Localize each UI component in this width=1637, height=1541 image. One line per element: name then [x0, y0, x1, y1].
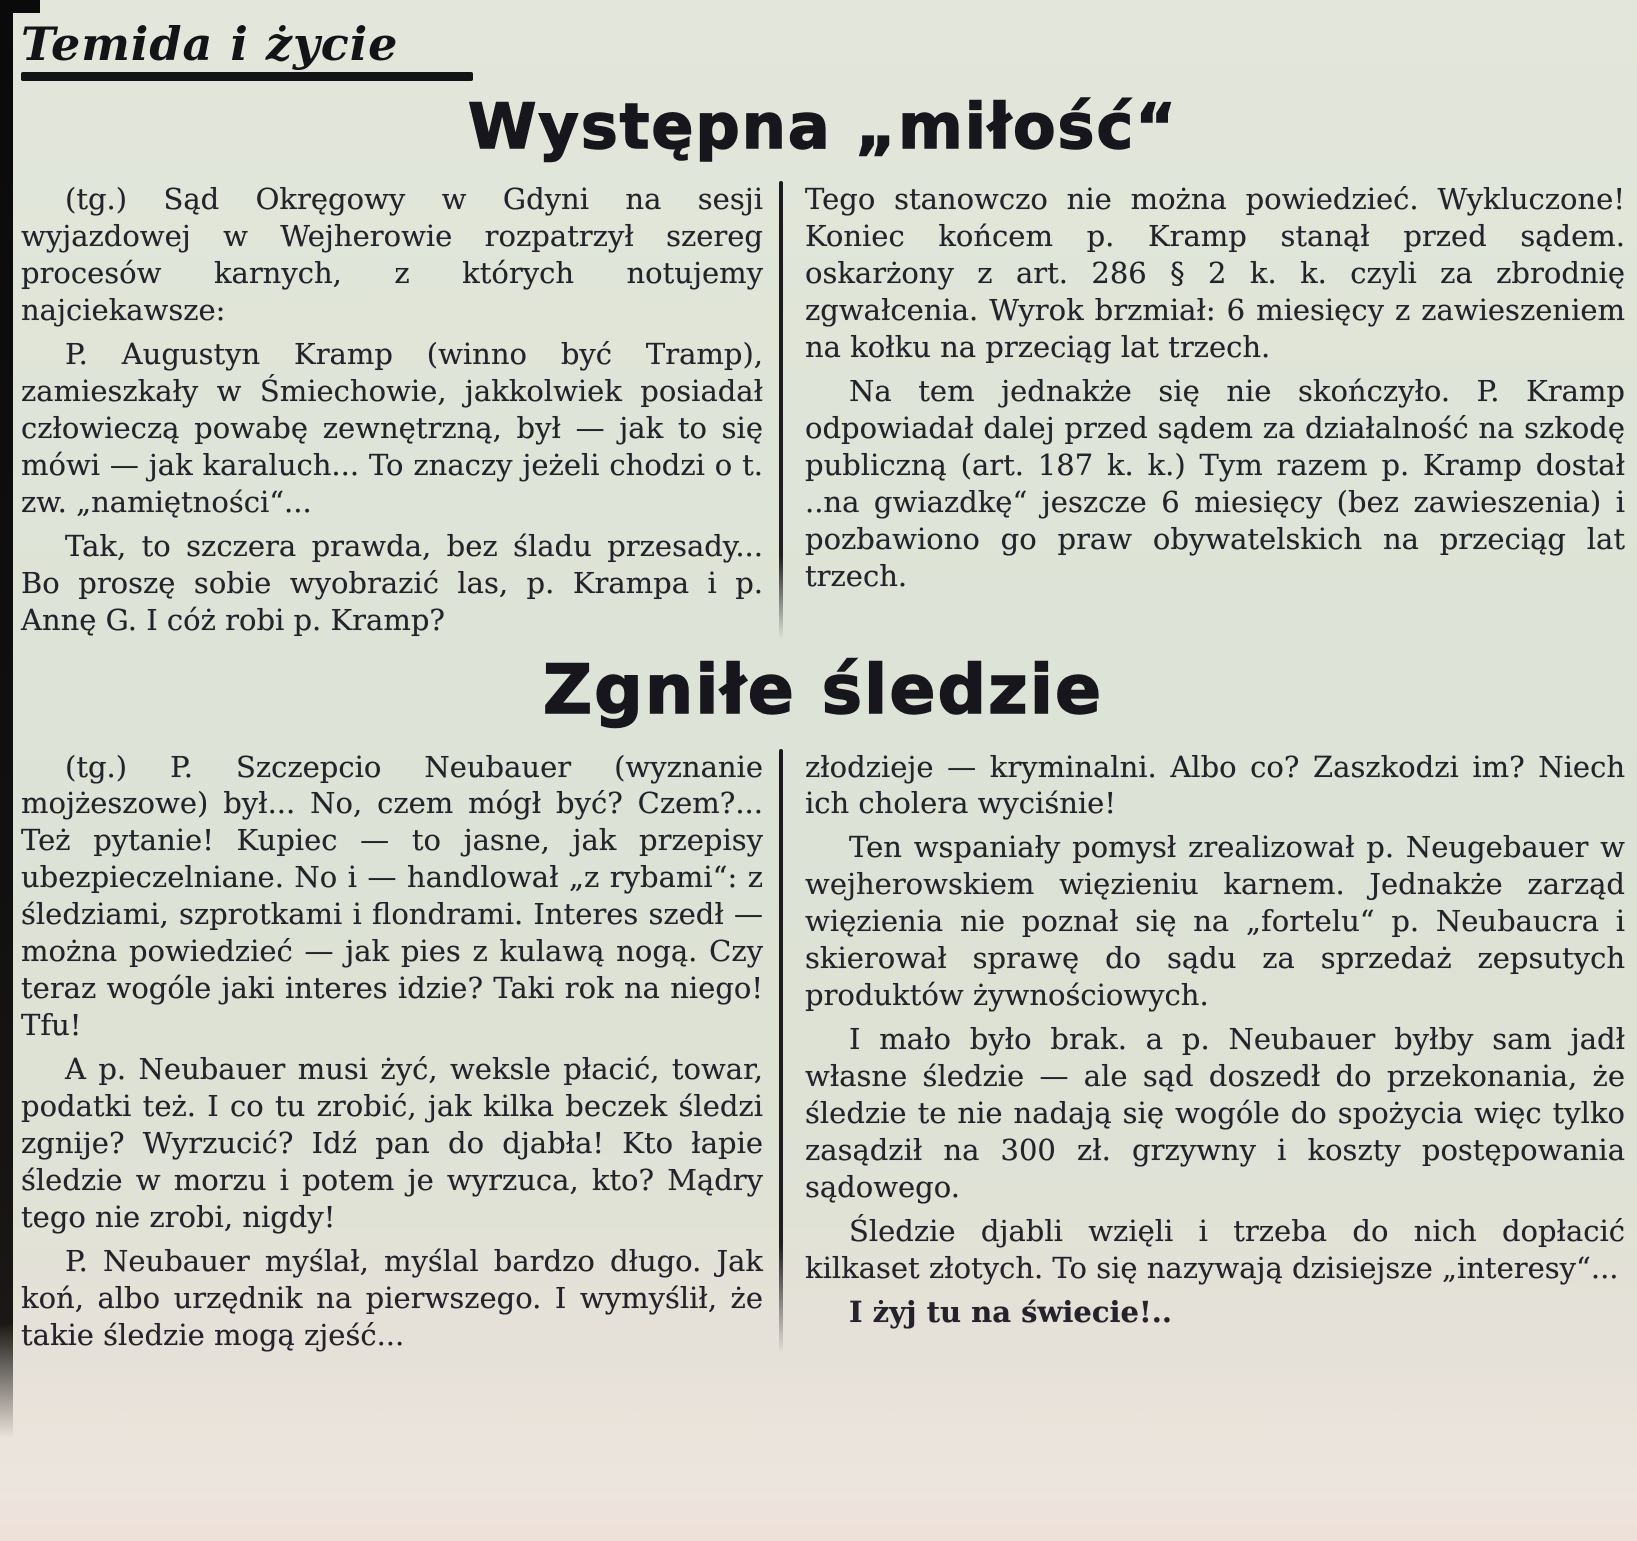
paragraph: I mało było brak. a p. Neubauer byłby sam jadł własne śledzie — ale sąd doszedł do przekonania, że śledzie te nie nadają się wogóle do spożycia więc tylko zasądził na 300 zł. grzywny i koszty postępowania sądowego.	[805, 1022, 1625, 1205]
paragraph: P. Augustyn Kramp (winno być Tramp), zamieszkały w Śmiechowie, jakkolwiek posiadał człowieczą powabę zewnętrzną, był — jak to się mówi — jak karaluch... To znaczy jeżeli chodzi o t. zw. „namiętności“...	[21, 337, 763, 520]
paragraph: P. Neubauer myślał, myślal bardzo długo. Jak koń, albo urzędnik na pierwszego. I wymyślił, że takie śledzie mogą zjeść...	[21, 1244, 763, 1353]
paragraph: Śledzie djabli wzięli i trzeba do nich dopłacić kilkaset złotych. To się nazywają dzisiejsze „interesy“...	[805, 1214, 1625, 1286]
page-content	[13, 0, 1631, 1541]
section-kicker	[21, 17, 491, 81]
article1-headline: Występna „miłość“	[468, 90, 1178, 164]
paragraph: (tg.) Sąd Okręgowy w Gdyni na sesji wyjazdowej w Wejherowie rozpatrzył szereg procesów karnych, z których notujemy najciekawsze:	[21, 182, 763, 328]
paragraph: Ten wspaniały pomysł zrealizował p. Neugebauer w wejherowskiem więzieniu karnem. Jednakże zarząd więzienia nie poznał się na „fortelu“ p. Neubaucra i skierował sprawę do sądu za sprzedaż zepsutych produktów żywnościowych.	[805, 830, 1625, 1013]
paragraph: A p. Neubauer musi żyć, weksle płacić, towar, podatki też. I co tu zrobić, jak kilka beczek śledzi zgnije? Wyrzucić? Idź pan do djabła! Kto łapie śledzie w morzu i potem je wyrzuca, kto? Mądry tego nie zrobi, nigdy!	[21, 1052, 763, 1235]
scan-edge-left	[0, 0, 13, 1438]
article2-column-right	[783, 749, 1625, 1355]
paragraph: złodzieje — kryminalni. Albo co? Zaszkodzi im? Niech ich cholera wyciśnie!	[805, 749, 1625, 821]
paragraph: Tego stanowczo nie można powiedzieć. Wykluczone! Koniec końcem p. Kramp stanął przed sądem. oskarżony z art. 286 § 2 k. k. czyli za zbrodnię zgwałcenia. Wyrok brzmiał: 6 miesięcy z zawieszeniem na kołku na przeciąg lat trzech.	[805, 182, 1625, 365]
section-title: Temida i życie	[21, 17, 399, 71]
article1-column-right	[783, 181, 1625, 639]
paragraph: Tak, to szczera prawda, bez śladu przesady... Bo proszę sobie wyobrazić las, p. Krampa i p. Annę G. I cóż robi p. Kramp?	[21, 529, 763, 638]
article2-column-left	[21, 749, 779, 1355]
closing-line: I żyj tu na świecie!..	[849, 1295, 1172, 1330]
article2-body	[21, 749, 1625, 1355]
article1-body	[21, 181, 1625, 639]
paragraph: Na tem jednakże się nie skończyło. P. Kramp odpowiadał dalej przed sądem za działalność na szkodę publiczną (art. 187 k. k.) Tym razem p. Kramp dostał ..na gwiazdkę“ jeszcze 6 miesięcy (bez zawieszenia) i pozbawiono go praw obywatelskich na przeciąg lat trzech.	[805, 374, 1625, 594]
kicker-underline	[21, 72, 473, 81]
article1-column-left	[21, 181, 779, 639]
paragraph: (tg.) P. Szczepcio Neubauer (wyznanie mojżeszowe) był... No, czem mógł być? Czem?... Też pytanie! Kupiec — to jasne, jak przepisy ubezpieczelniane. No i — handlował „z rybami“: z śledziami, szprotkami i flondrami. Interes szedł — można powiedzieć — jak pies z kulawą nogą. Czy teraz wogóle jaki interes idzie? Taki rok na niego! Tfu!	[21, 749, 763, 1043]
article2-headline: Zgniłe śledzie	[542, 651, 1104, 731]
